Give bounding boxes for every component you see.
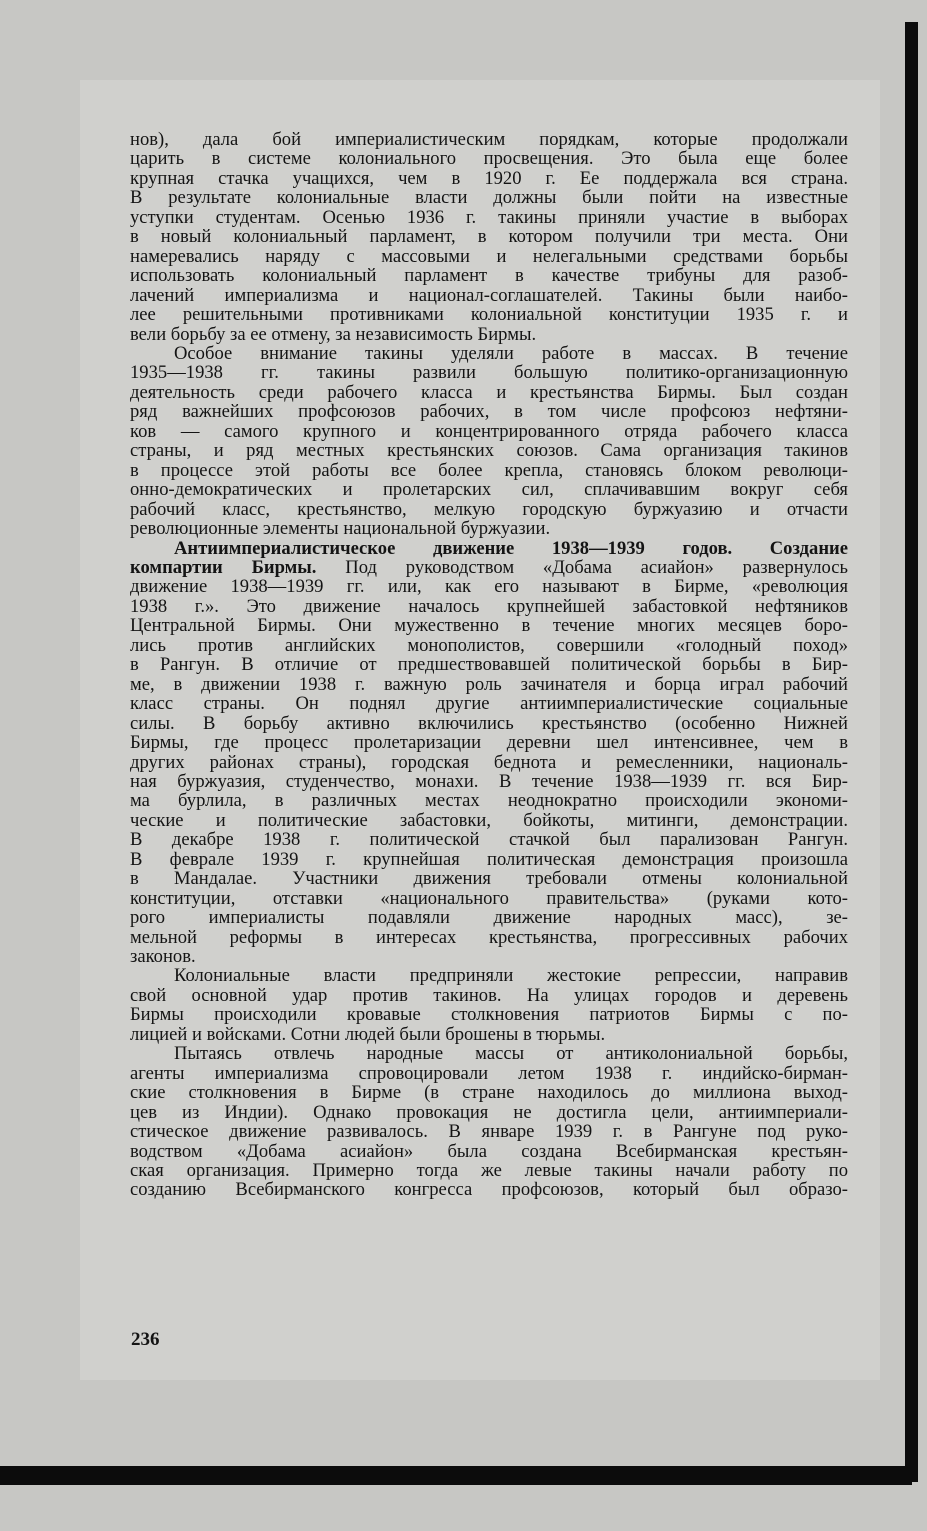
line-text: революционные элементы национальной буржуазии. bbox=[130, 518, 551, 540]
text-line bbox=[130, 772, 848, 791]
text-line bbox=[130, 577, 848, 596]
text-line bbox=[130, 363, 848, 382]
text-line bbox=[130, 130, 848, 149]
page-number: 236 bbox=[131, 1329, 160, 1350]
line-text: лицией и войсками. Сотни людей были брошены в тюрьмы. bbox=[130, 1023, 606, 1045]
line-text: ряд важнейших профсоюзов рабочих, в том числе профсоюз нефтяни- bbox=[130, 401, 848, 423]
line-text: цев из Индии). Однако провокация не достигла цели, антиимпериали- bbox=[130, 1101, 848, 1123]
scan-border-right bbox=[905, 22, 918, 1482]
line-text: страны, и ряд местных крестьянских союзов. Сама организация такинов bbox=[130, 440, 848, 462]
line-text: ма бурлила, в различных местах неоднократно происходили экономи- bbox=[130, 790, 848, 812]
text-line bbox=[130, 286, 848, 305]
text-line bbox=[130, 500, 848, 519]
text-line bbox=[130, 597, 848, 616]
line-text: ков — самого крупного и концентрированного отряда рабочего класса bbox=[130, 420, 848, 442]
text-line bbox=[130, 1180, 848, 1199]
text-line bbox=[130, 850, 848, 869]
text-line bbox=[130, 694, 848, 713]
line-text: намеревались наряду с массовыми и нелегальными средствами борьбы bbox=[130, 245, 848, 267]
line-text: движение 1938—1939 гг. или, как его называют в Бирме, «революция bbox=[130, 576, 848, 598]
text-line bbox=[130, 675, 848, 694]
line-text: в Мандалае. Участники движения требовали отмены колониальной bbox=[130, 868, 848, 890]
line-text: стическое движение развивалось. В январе 1939 г. в Рангуне под руко- bbox=[130, 1121, 848, 1143]
line-text: рабочий класс, крестьянство, мелкую городскую буржуазию и отчасти bbox=[130, 498, 848, 520]
text-line bbox=[130, 986, 848, 1005]
line-text: 1935—1938 гг. такины развили большую политико-организационную bbox=[130, 362, 848, 384]
text-line bbox=[130, 461, 848, 480]
body-text bbox=[130, 130, 848, 1200]
line-text: созданию Всебирманского конгресса профсоюзов, который был образо- bbox=[130, 1179, 848, 1201]
text-line bbox=[130, 422, 848, 441]
line-text: лись против английских монополистов, совершили «голодный поход» bbox=[130, 634, 848, 656]
text-line bbox=[130, 519, 848, 538]
text-line bbox=[130, 383, 848, 402]
line-text: деятельность среди рабочего класса и крестьянства Бирмы. Был создан bbox=[130, 381, 848, 403]
line-text: уступки студентам. Осенью 1936 г. такины приняли участие в выборах bbox=[130, 206, 848, 228]
text-line bbox=[130, 149, 848, 168]
line-text: онно-демократических и пролетарских сил, сплачивавшим вокруг себя bbox=[130, 479, 848, 501]
line-text: В феврале 1939 г. крупнейшая политическая демонстрация произошла bbox=[130, 848, 848, 870]
text-line bbox=[130, 188, 848, 207]
section-heading: Антиимпериалистическое движение 1938—1939 годов. Создание bbox=[174, 537, 848, 559]
text-line bbox=[130, 966, 848, 985]
line-text: Особое внимание такины уделяли работе в массах. В течение bbox=[174, 342, 848, 364]
text-line bbox=[130, 655, 848, 674]
text-line bbox=[130, 227, 848, 246]
text-line bbox=[130, 441, 848, 460]
line-text: царить в системе колониального просвещения. Это была еще более bbox=[130, 148, 848, 170]
line-text: использовать колониальный парламент в качестве трибуны для разоб- bbox=[130, 265, 848, 287]
line-text: В декабре 1938 г. политической стачкой был парализован Рангун. bbox=[130, 829, 848, 851]
text-line bbox=[130, 811, 848, 830]
text-line bbox=[130, 753, 848, 772]
line-text: Колониальные власти предприняли жестокие репрессии, направив bbox=[174, 965, 848, 987]
line-text: агенты империализма спровоцировали летом 1938 г. индийско-бирман- bbox=[130, 1062, 848, 1084]
text-line bbox=[130, 1044, 848, 1063]
text-line bbox=[130, 1083, 848, 1102]
line-text: лее решительными противниками колониальной конституции 1935 г. и bbox=[130, 304, 848, 326]
line-text: ские столкновения в Бирме (в стране находилось до миллиона выход- bbox=[130, 1082, 848, 1104]
text-line bbox=[130, 325, 848, 344]
text-line bbox=[130, 169, 848, 188]
section-heading: компартии Бирмы. bbox=[130, 556, 317, 578]
text-line bbox=[130, 1025, 848, 1044]
text-line bbox=[130, 714, 848, 733]
text-line bbox=[130, 247, 848, 266]
line-text: свой основной удар против такинов. На улицах городов и деревень bbox=[130, 984, 848, 1006]
text-line bbox=[130, 830, 848, 849]
line-text: конституции, отставки «национального правительства» (руками кото- bbox=[130, 887, 848, 909]
text-line bbox=[130, 305, 848, 324]
text-line bbox=[130, 539, 848, 558]
text-line bbox=[130, 908, 848, 927]
line-text: Под руководством «Добама асиайон» развернулось bbox=[316, 556, 848, 578]
text-line bbox=[130, 616, 848, 635]
text-line bbox=[130, 889, 848, 908]
text-line bbox=[130, 1142, 848, 1161]
scan-border-bottom bbox=[0, 1466, 912, 1485]
line-text: в процессе этой работы все более крепла, становясь блоком революци- bbox=[130, 459, 848, 481]
text-line bbox=[130, 402, 848, 421]
line-text: Бирмы происходили кровавые столкновения патриотов Бирмы с по- bbox=[130, 1004, 848, 1026]
line-text: класс страны. Он поднял другие антиимпериалистические социальные bbox=[130, 693, 848, 715]
text-line bbox=[130, 480, 848, 499]
text-line bbox=[130, 208, 848, 227]
text-line bbox=[130, 928, 848, 947]
line-text: ческие и политические забастовки, бойкоты, митинги, демонстрации. bbox=[130, 809, 848, 831]
text-line bbox=[130, 791, 848, 810]
line-text: ная буржуазия, студенчество, монахи. В течение 1938—1939 гг. вся Бир- bbox=[130, 770, 848, 792]
text-line bbox=[130, 636, 848, 655]
line-text: мельной реформы в интересах крестьянства, прогрессивных рабочих bbox=[130, 926, 848, 948]
line-text: ская организация. Примерно тогда же левые такины начали работу по bbox=[130, 1160, 848, 1182]
line-text: Центральной Бирмы. Они мужественно в течение многих месяцев боро- bbox=[130, 615, 848, 637]
line-text: Пытаясь отвлечь народные массы от антиколониальной борьбы, bbox=[174, 1043, 848, 1065]
text-line bbox=[130, 1103, 848, 1122]
line-text: В результате колониальные власти должны были пойти на известные bbox=[130, 187, 848, 209]
line-text: водством «Добама асиайон» была создана Всебирманская крестьян- bbox=[130, 1140, 848, 1162]
text-line bbox=[130, 733, 848, 752]
text-line bbox=[130, 558, 848, 577]
line-text: рого империалисты подавляли движение народных масс), зе- bbox=[130, 907, 848, 929]
text-line bbox=[130, 266, 848, 285]
line-text: крупная стачка учащихся, чем в 1920 г. Ее поддержала вся страна. bbox=[130, 167, 848, 189]
line-text: вели борьбу за ее отмену, за независимость Бирмы. bbox=[130, 323, 537, 345]
text-line bbox=[130, 344, 848, 363]
line-text: Бирмы, где процесс пролетаризации деревни шел интенсивнее, чем в bbox=[130, 732, 848, 754]
line-text: других районах страны), городская беднота и ремесленники, националь- bbox=[130, 751, 848, 773]
text-line bbox=[130, 947, 848, 966]
text-line bbox=[130, 1064, 848, 1083]
line-text: ме, в движении 1938 г. важную роль зачинателя и борца играл рабочий bbox=[130, 673, 848, 695]
line-text: законов. bbox=[130, 946, 196, 968]
text-line bbox=[130, 1161, 848, 1180]
line-text: 1938 г.». Это движение началось крупнейшей забастовкой нефтяников bbox=[130, 595, 848, 617]
line-text: нов), дала бой империалистическим порядкам, которые продолжали bbox=[130, 129, 848, 150]
line-text: в новый колониальный парламент, в котором получили три места. Они bbox=[130, 226, 848, 248]
line-text: силы. В борьбу активно включились крестьянство (особенно Нижней bbox=[130, 712, 848, 734]
text-line bbox=[130, 1122, 848, 1141]
text-line bbox=[130, 1005, 848, 1024]
text-line bbox=[130, 869, 848, 888]
line-text: лачений империализма и национал-соглашателей. Такины были наибо- bbox=[130, 284, 848, 306]
line-text: в Рангун. В отличие от предшествовавшей политической борьбы в Бир- bbox=[130, 654, 848, 676]
